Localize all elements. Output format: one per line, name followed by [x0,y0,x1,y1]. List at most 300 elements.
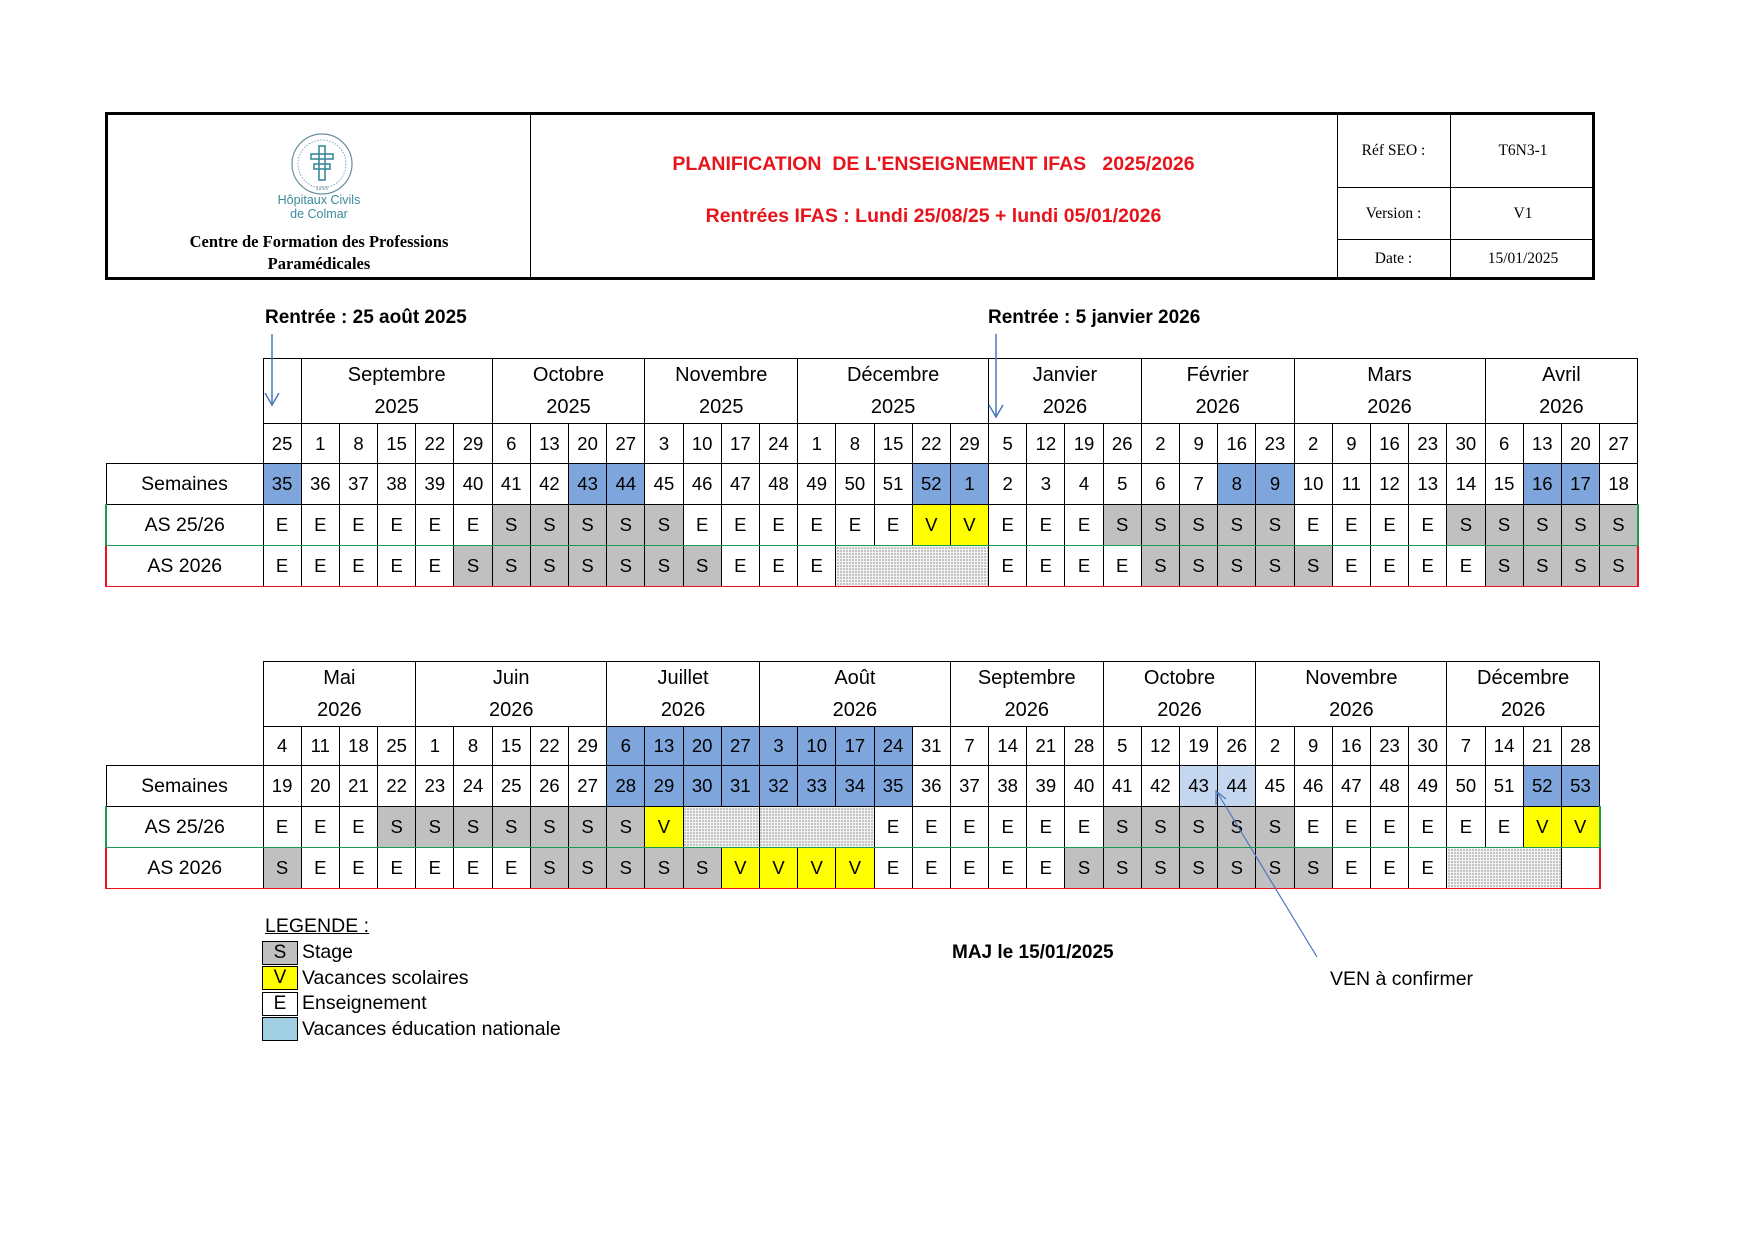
schedule-cell: E [339,848,377,889]
schedule-cell: S [1256,546,1294,587]
week-number-cell: 41 [1103,766,1141,807]
schedule-cell: E [263,546,301,587]
legend [262,940,561,1042]
update-date-note: MAJ le 15/01/2025 [952,942,1114,963]
schedule-cell: S [1103,807,1141,848]
schedule-cell: S [1103,848,1141,889]
day-cell: 8 [836,424,874,464]
week-number-cell: 35 [263,464,301,505]
schedule-cell: S [1065,848,1103,889]
week-number-cell: 46 [1294,766,1332,807]
schedule-cell: S [1180,546,1218,587]
schedule-cell: S [607,807,645,848]
schedule-cell: S [416,807,454,848]
week-number-cell: 5 [1103,464,1141,505]
schedule-cell: S [454,807,492,848]
schedule-cell: E [416,505,454,546]
week-number-cell: 45 [1256,766,1294,807]
day-cell: 7 [950,727,988,766]
week-number-cell: 3 [1027,464,1065,505]
week-number-cell: 44 [1218,766,1256,807]
rentree-annotation-1: Rentrée : 25 août 2025 [265,307,467,328]
week-number-cell: 49 [1409,766,1447,807]
week-number-cell: 53 [1561,766,1599,807]
training-center-line1: Centre de Formation des Professions [189,232,449,251]
schedule-cell: E [759,546,797,587]
schedule-cell: S [607,848,645,889]
week-number-cell: 26 [530,766,568,807]
week-number-cell: 50 [836,464,874,505]
month-name: Avril [1485,359,1638,392]
schedule-cell: V [645,807,683,848]
schedule-cell: E [1065,807,1103,848]
week-number-cell: 46 [683,464,721,505]
schedule-cell: E [1332,546,1370,587]
week-number-cell: 8 [1218,464,1256,505]
week-number-cell: 51 [1485,766,1523,807]
month-year: 2026 [759,695,950,727]
schedule-cell: S [645,505,683,546]
schedule-cell: E [1370,505,1408,546]
day-cell: 22 [530,727,568,766]
schedule-cell: E [1332,807,1370,848]
schedule-cell: S [645,546,683,587]
day-cell: 27 [1600,424,1638,464]
day-cell: 20 [1561,424,1599,464]
day-cell: 19 [1180,727,1218,766]
schedule-cell: S [454,546,492,587]
schedule-cell: E [1409,546,1447,587]
day-cell: 14 [989,727,1027,766]
arrow-ven [1216,791,1317,957]
day-cell: 6 [607,727,645,766]
schedule-cell: E [912,848,950,889]
month-name: Mars [1294,359,1485,392]
schedule-cell: E [874,505,912,546]
schedule-cell: V [721,848,759,889]
month-name: Août [759,662,950,695]
schedule-cell: S [1561,505,1599,546]
month-year: 2026 [607,695,760,727]
schedule-cell: V [950,505,988,546]
version-label: Version : [1337,188,1451,239]
legend-label: Vacances scolaires [302,966,469,989]
week-number-cell: 45 [645,464,683,505]
day-cell: 5 [1103,727,1141,766]
schedule-cell: V [912,505,950,546]
day-cell: 19 [1065,424,1103,464]
day-cell: 23 [1370,727,1408,766]
week-number-cell: 40 [1065,766,1103,807]
day-cell: 9 [1294,727,1332,766]
month-name: Décembre [1447,662,1600,695]
day-cell: 15 [492,727,530,766]
week-number-cell: 12 [1370,464,1408,505]
day-cell: 24 [874,727,912,766]
week-number-cell: 43 [1180,766,1218,807]
week-number-cell: 35 [874,766,912,807]
week-number-cell: 2 [989,464,1027,505]
legend-item [262,966,561,992]
day-cell: 23 [1256,424,1294,464]
schedule-cell: S [1600,546,1638,587]
day-cell: 15 [378,424,416,464]
day-cell: 24 [759,424,797,464]
schedule-cell: V [1523,807,1561,848]
schedule-cell: S [492,546,530,587]
schedule-cell: E [874,848,912,889]
schedule-cell: S [645,848,683,889]
week-number-cell: 52 [1523,766,1561,807]
schedule-cell: E [1485,807,1523,848]
rentree-annotation-2: Rentrée : 5 janvier 2026 [988,307,1201,328]
day-cell: 18 [339,727,377,766]
day-cell: 9 [1180,424,1218,464]
arrow-rentree-2 [989,334,1003,417]
schedule-cell: E [301,546,339,587]
schedule-cell: S [1523,505,1561,546]
day-cell: 7 [1447,727,1485,766]
schedule-cell: E [1409,848,1447,889]
schedule-cell: V [798,848,836,889]
schedule-cell: E [339,807,377,848]
week-number-cell: 14 [1447,464,1485,505]
schedule-cell: S [1218,807,1256,848]
week-number-cell: 18 [1600,464,1638,505]
week-number-cell: 52 [912,464,950,505]
schedule-cell: E [301,807,339,848]
week-number-cell: 44 [607,464,645,505]
week-number-cell: 36 [912,766,950,807]
schedule-cell: E [683,505,721,546]
day-cell: 20 [569,424,607,464]
month-name: Novembre [645,359,798,392]
day-cell: 30 [1447,424,1485,464]
schedule-cell: S [492,505,530,546]
legend-label: Stage [302,941,353,964]
day-cell: 21 [1027,727,1065,766]
day-cell: 15 [874,424,912,464]
schedule-cell: S [1256,505,1294,546]
day-cell: 10 [798,727,836,766]
schedule-cell: S [1141,505,1179,546]
month-year: 2026 [989,392,1142,424]
week-number-cell: 37 [339,464,377,505]
schedule-cell: E [416,848,454,889]
logo-name-line2: de Colmar [290,207,348,221]
schedule-cell: S [263,848,301,889]
schedule-cell: E [1409,505,1447,546]
month-year: 2026 [1485,392,1638,424]
month-name: Décembre [798,359,989,392]
schedule-cell: E [950,807,988,848]
week-number-cell: 34 [836,766,874,807]
week-number-cell: 10 [1294,464,1332,505]
week-number-cell: 4 [1065,464,1103,505]
week-number-cell: 48 [759,464,797,505]
row-label: Semaines [106,464,263,505]
schedule-cell: S [1485,546,1523,587]
schedule-cell: S [1141,848,1179,889]
schedule-cell: E [1370,546,1408,587]
schedule-cell: E [1332,505,1370,546]
schedule-cell: S [530,505,568,546]
day-cell: 22 [912,424,950,464]
ref-label: Réf SEO : [1337,115,1451,187]
month-year: 2026 [1256,695,1447,727]
date-label: Date : [1337,240,1451,277]
day-cell: 27 [721,727,759,766]
day-cell: 3 [645,424,683,464]
schedule-cell: E [1027,807,1065,848]
schedule-cell: S [1218,546,1256,587]
schedule-cell: S [683,546,721,587]
month-name: Juin [416,662,607,695]
day-cell: 29 [569,727,607,766]
day-cell: 6 [1485,424,1523,464]
week-number-cell: 32 [759,766,797,807]
day-cell: 5 [989,424,1027,464]
schedule-cell: E [301,848,339,889]
legend-item [262,940,561,966]
week-number-cell: 36 [301,464,339,505]
day-cell: 17 [721,424,759,464]
legend-swatch: S [262,941,298,965]
schedule-cell: E [378,546,416,587]
schedule-cell: E [950,848,988,889]
day-cell: 1 [416,727,454,766]
schedule-cell: E [1370,848,1408,889]
week-number-cell: 20 [301,766,339,807]
week-number-cell: 39 [416,464,454,505]
schedule-cell: E [263,807,301,848]
schedule-cell: S [530,807,568,848]
week-number-cell: 22 [378,766,416,807]
month-name: Janvier [989,359,1142,392]
schedule-cell: E [721,505,759,546]
schedule-cell: E [912,807,950,848]
schedule-cell: E [989,505,1027,546]
schedule-cell: E [759,505,797,546]
page-title: PLANIFICATION DE L'ENSEIGNEMENT IFAS 2025/2026 [672,153,1195,175]
day-cell: 25 [263,424,301,464]
schedule-cell: E [989,546,1027,587]
row-label: AS 25/26 [106,505,263,546]
week-number-cell: 42 [1141,766,1179,807]
schedule-cell: E [454,505,492,546]
legend-item [262,1017,561,1043]
legend-item [262,991,561,1017]
week-number-cell: 33 [798,766,836,807]
schedule-cell: E [1027,848,1065,889]
day-cell: 29 [950,424,988,464]
week-number-cell: 7 [1180,464,1218,505]
week-number-cell: 15 [1485,464,1523,505]
schedule-cell: E [263,505,301,546]
week-number-cell: 50 [1447,766,1485,807]
schedule-cell: S [378,807,416,848]
schedule-cell: S [569,848,607,889]
week-number-cell: 51 [874,464,912,505]
legend-swatch: E [262,992,298,1016]
schedule-cell: E [378,505,416,546]
month-year: 2026 [1103,695,1256,727]
schedule-cell: S [1141,807,1179,848]
week-number-cell: 31 [721,766,759,807]
schedule-cell: S [1561,546,1599,587]
month-year: 2026 [1294,392,1485,424]
week-number-cell: 38 [378,464,416,505]
schedule-cell: E [1294,807,1332,848]
schedule-cell: E [1103,546,1141,587]
week-number-cell: 21 [339,766,377,807]
logo-name-line1: Hôpitaux Civils [277,193,361,207]
day-cell: 28 [1561,727,1599,766]
schedule-cell: E [1447,807,1485,848]
schedule-cell: E [1065,546,1103,587]
day-cell: 12 [1027,424,1065,464]
arrow-rentree-1 [265,334,279,405]
day-cell: 8 [339,424,377,464]
schedule-cell: S [1447,505,1485,546]
week-number-cell: 38 [989,766,1027,807]
schedule-cell: S [569,505,607,546]
schedule-cell: E [798,546,836,587]
month-year: 2026 [1447,695,1600,727]
day-cell: 27 [607,424,645,464]
schedule-cell: S [1180,505,1218,546]
day-cell: 6 [492,424,530,464]
day-cell: 26 [1218,727,1256,766]
legend-swatch: V [262,966,298,990]
schedule-cell: S [530,546,568,587]
legend-title: LEGENDE : [265,915,370,937]
schedule-cell: E [378,848,416,889]
day-cell: 20 [683,727,721,766]
date-value: 15/01/2025 [1487,249,1559,267]
day-cell: 16 [1370,424,1408,464]
day-cell: 1 [798,424,836,464]
schedule-cell: E [1065,505,1103,546]
schedule-cell: S [1256,807,1294,848]
schedule-cell: E [836,505,874,546]
schedule-cell: S [569,807,607,848]
schedule-cell: V [759,848,797,889]
week-number-cell: 27 [569,766,607,807]
page-subtitle: Rentrées IFAS : Lundi 25/08/25 + lundi 05/01/2026 [705,205,1162,227]
day-cell: 4 [263,727,301,766]
schedule-cell: E [339,505,377,546]
schedule-cell: S [1218,505,1256,546]
schedule-cell: E [339,546,377,587]
day-cell: 31 [912,727,950,766]
schedule-cell: E [301,505,339,546]
legend-swatch [262,1017,298,1041]
week-number-cell: 37 [950,766,988,807]
day-cell: 13 [1523,424,1561,464]
schedule-cell: S [569,546,607,587]
week-number-cell: 40 [454,464,492,505]
schedule-cell: S [607,546,645,587]
day-cell: 10 [683,424,721,464]
schedule-cell: E [874,807,912,848]
schedule-cell: E [1294,505,1332,546]
schedule-cell: S [1218,848,1256,889]
schedule-cell: E [1370,807,1408,848]
day-cell: 8 [454,727,492,766]
schedule-cell: S [1256,848,1294,889]
month-name: Février [1141,359,1294,392]
week-number-cell: 19 [263,766,301,807]
month-year: 2026 [950,695,1103,727]
week-number-cell: 25 [492,766,530,807]
day-cell: 13 [645,727,683,766]
month-year: 2026 [1141,392,1294,424]
week-number-cell: 47 [1332,766,1370,807]
row-label: AS 25/26 [106,807,263,848]
legend-label: Vacances éducation nationale [302,1017,561,1040]
schedule-cell: E [989,848,1027,889]
month-name: Mai [263,662,416,695]
month-name: Octobre [1103,662,1256,695]
day-cell: 1 [301,424,339,464]
schedule-cell: S [1485,505,1523,546]
day-cell: 17 [836,727,874,766]
version-value: V1 [1513,204,1533,222]
day-cell: 2 [1256,727,1294,766]
month-year: 2025 [492,392,645,424]
schedule-cell: V [1561,807,1599,848]
week-number-cell: 43 [569,464,607,505]
week-number-cell: 24 [454,766,492,807]
week-number-cell: 39 [1027,766,1065,807]
month-name: Novembre [1256,662,1447,695]
day-cell: 21 [1523,727,1561,766]
week-number-cell: 9 [1256,464,1294,505]
schedule-cell: S [1523,546,1561,587]
day-cell: 28 [1065,727,1103,766]
schedule-cell: S [1294,848,1332,889]
month-name: Juillet [607,662,760,695]
schedule-cell: E [1027,546,1065,587]
week-number-cell: 13 [1409,464,1447,505]
week-number-cell: 29 [645,766,683,807]
schedule-cell: E [798,505,836,546]
schedule-cell: E [1027,505,1065,546]
day-cell: 29 [454,424,492,464]
ven-note: VEN à confirmer [1330,968,1474,990]
week-number-cell: 6 [1141,464,1179,505]
week-number-cell: 17 [1561,464,1599,505]
day-cell: 13 [530,424,568,464]
schedule-cell: S [1180,807,1218,848]
week-number-cell: 30 [683,766,721,807]
schedule-cell: S [530,848,568,889]
month-year: 2025 [798,392,989,424]
schedule-cell: S [1600,505,1638,546]
row-label: AS 2026 [106,546,263,587]
schedule-cell: E [721,546,759,587]
schedule-cell: S [1180,848,1218,889]
day-cell: 16 [1218,424,1256,464]
month-year: 2025 [301,392,492,424]
month-name: Octobre [492,359,645,392]
day-cell: 9 [1332,424,1370,464]
day-cell: 12 [1141,727,1179,766]
schedule-cell: E [454,848,492,889]
svg-text:1255: 1255 [315,186,329,192]
day-cell: 30 [1409,727,1447,766]
